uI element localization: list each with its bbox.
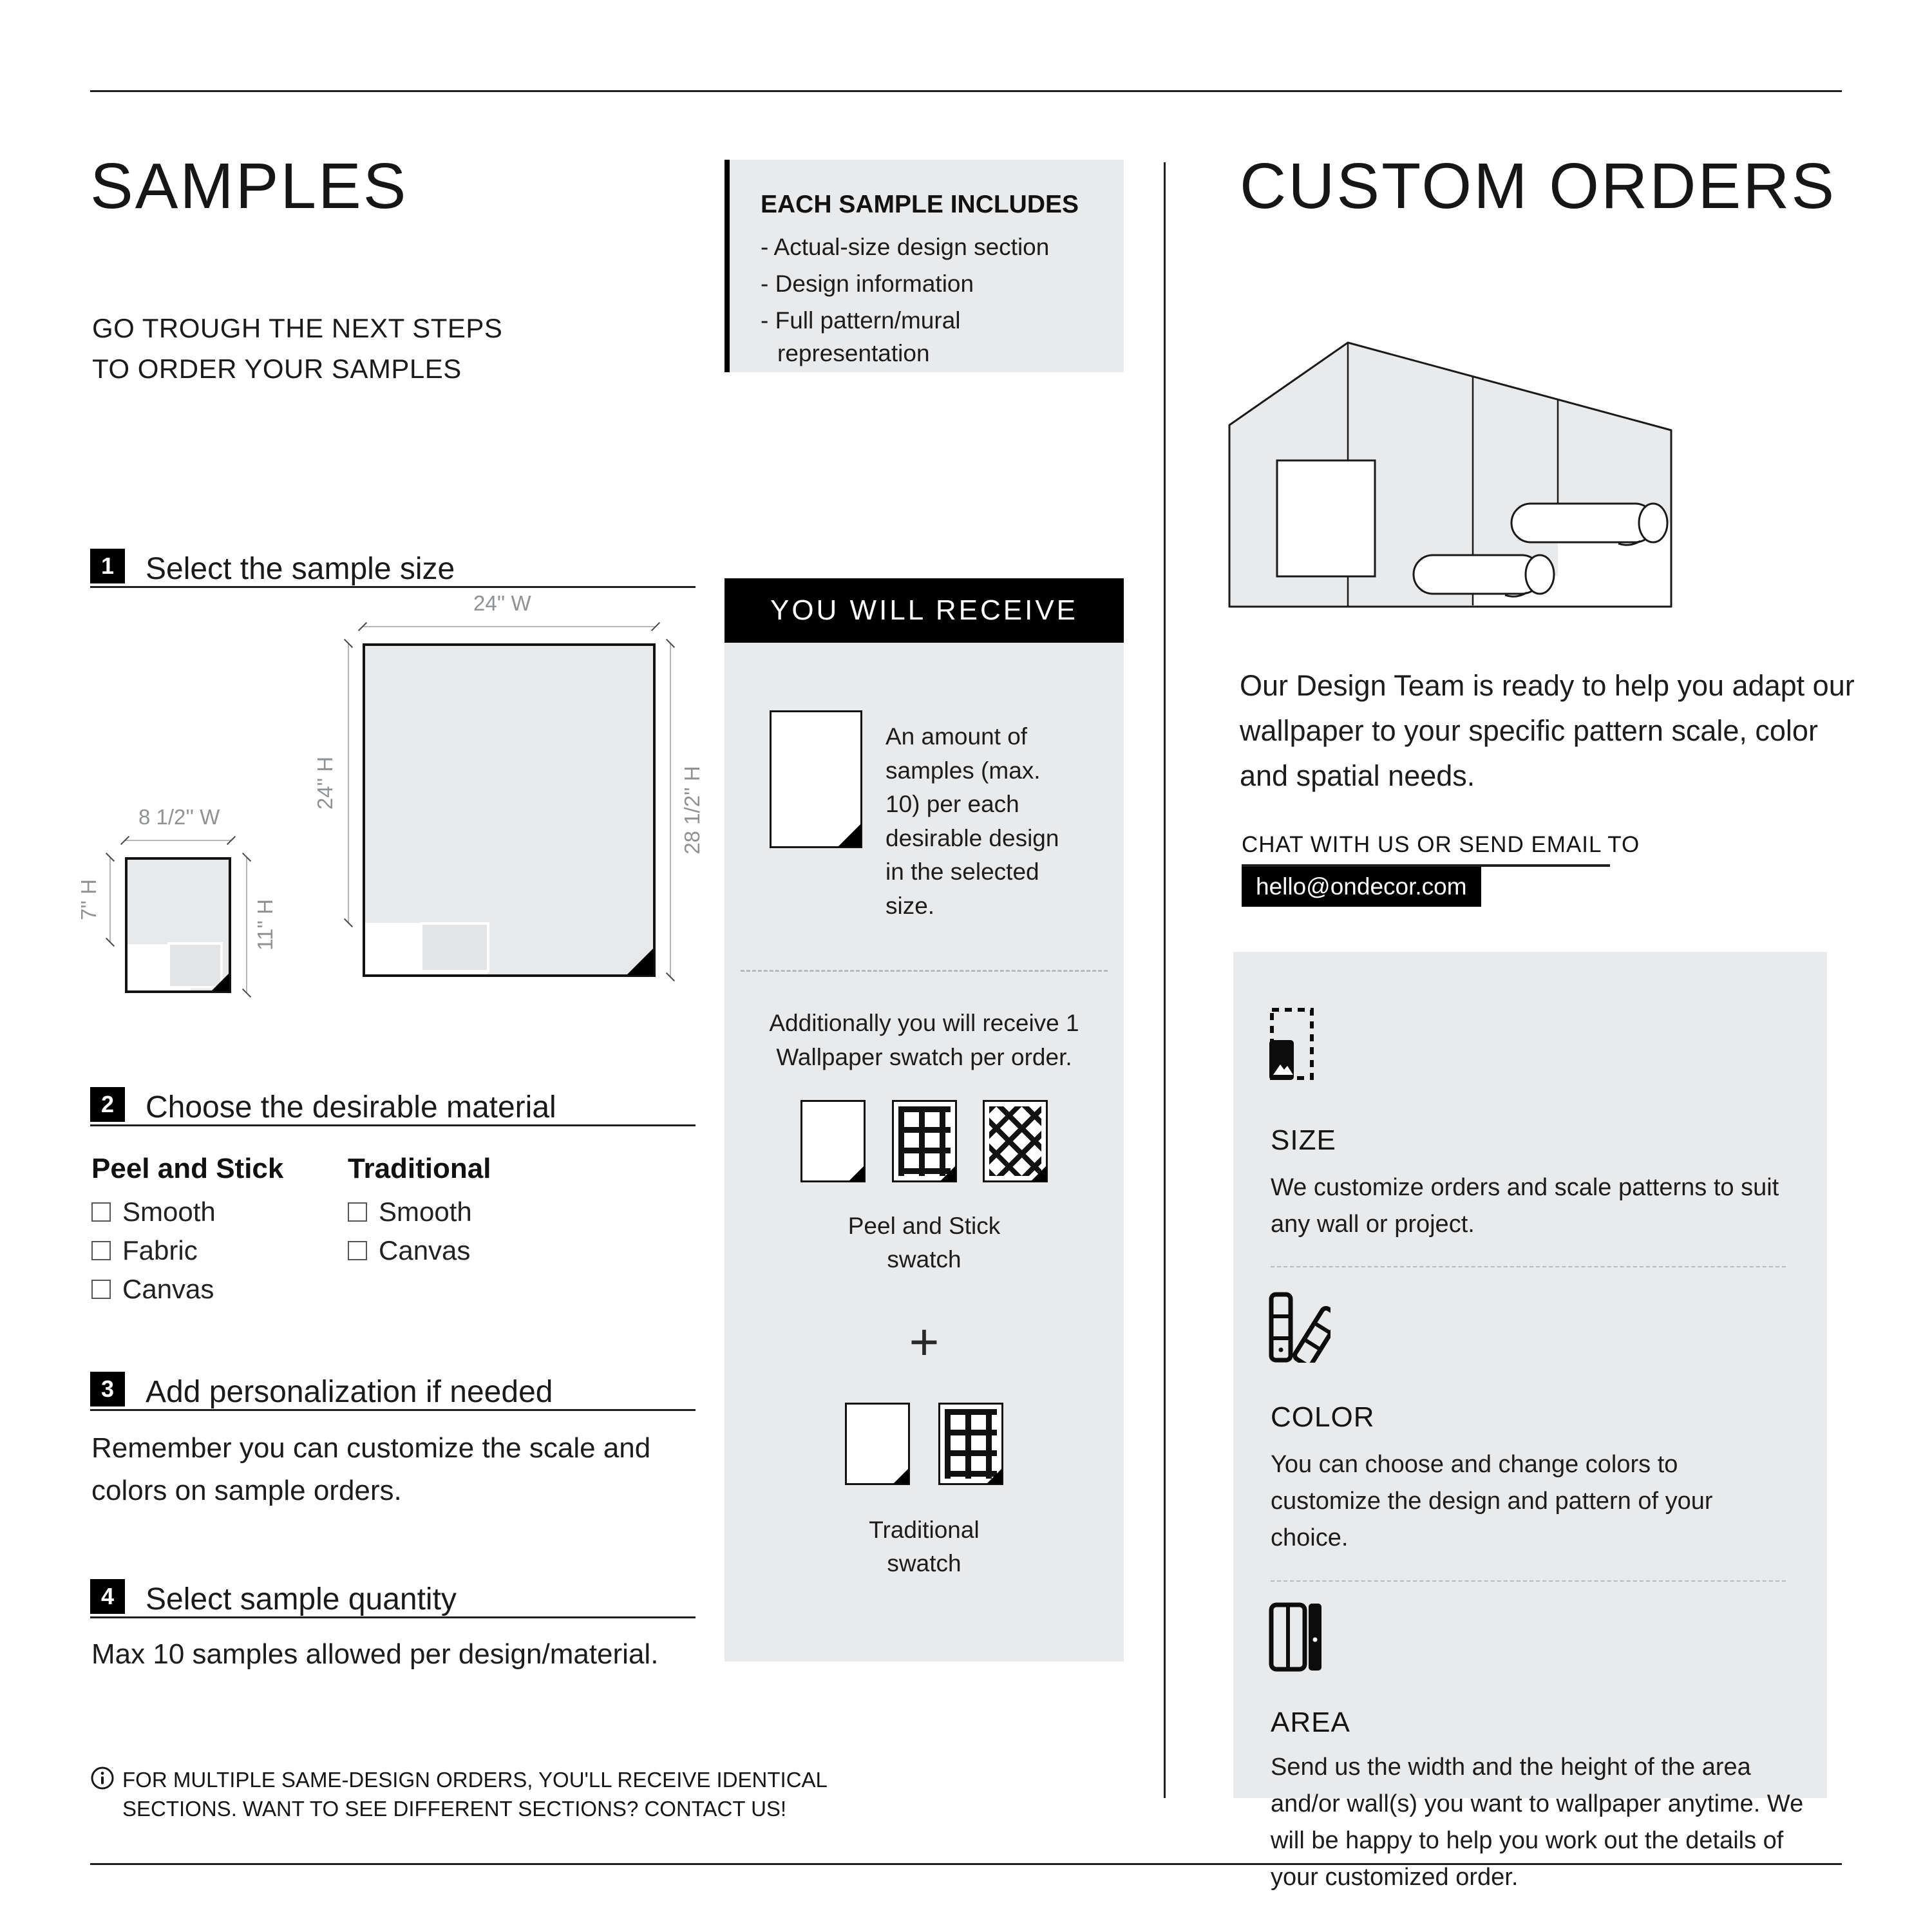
wallpaper-roll-lower	[1414, 555, 1554, 596]
samples-subtitle-line1: GO TROUGH THE NEXT STEPS	[92, 313, 503, 343]
large-sheet-inset-square	[420, 922, 489, 972]
peel-swatch-row	[724, 1100, 1124, 1186]
samples-amount-text: An amount of samples (max. 10) per each desirable design in the selected size.	[886, 723, 1059, 919]
large-sheet-width-label: 24'' W	[473, 591, 531, 615]
peel-smooth-label: Smooth	[122, 1197, 216, 1227]
small-sample-sheet	[125, 857, 231, 993]
small-sheet-7h-label: 7'' H	[77, 879, 100, 920]
large-sheet-28h-dimension	[670, 643, 671, 977]
color-section-body: You can choose and change colors to customize the design and pattern of your choice.	[1271, 1451, 1713, 1551]
large-sheet-fold-corner	[627, 948, 654, 975]
peel-canvas-checkbox[interactable]	[91, 1280, 111, 1299]
blank-swatch-icon	[800, 1100, 866, 1182]
size-section-title: SIZE	[1271, 1124, 1336, 1156]
traditional-swatch-row	[724, 1403, 1124, 1488]
each-sample-includes-box	[724, 160, 1124, 372]
top-rule	[90, 90, 1842, 92]
large-sample-sheet	[363, 643, 656, 977]
step1-title: Select the sample size	[146, 552, 455, 586]
peel-swatch-label-line2: swatch	[887, 1245, 961, 1273]
includes-item-2: - Design information	[761, 270, 974, 298]
material-traditional-header: Traditional	[348, 1153, 491, 1184]
custom-orders-panel	[1233, 952, 1827, 1891]
swatch-fold-corner	[987, 1468, 1002, 1484]
includes-item-1: - Actual-size design section	[761, 234, 1050, 260]
size-color-divider	[1271, 1266, 1786, 1267]
step2-underline	[90, 1124, 696, 1126]
area-wall-panels-icon	[1269, 1602, 1323, 1672]
footer-note	[122, 1766, 828, 1823]
lattice-swatch-icon	[983, 1100, 1048, 1182]
swatch-fold-corner	[1031, 1166, 1046, 1181]
peel-swatch-label-line1: Peel and Stick	[848, 1213, 1001, 1239]
color-area-divider	[1271, 1580, 1786, 1582]
peel-canvas-label: Canvas	[122, 1274, 214, 1304]
step3-underline	[90, 1409, 696, 1411]
custom-intro-paragraph: Our Design Team is ready to help you adapt our wallpaper to your specific pattern scale, color and spatial needs.	[1240, 669, 1855, 792]
samples-subtitle-line2: TO ORDER YOUR SAMPLES	[92, 354, 462, 384]
you-will-receive-panel	[724, 643, 1124, 1662]
step4-number: 4	[90, 1579, 125, 1614]
house-wallpaper-illustration	[1220, 321, 1684, 614]
peel-smooth-checkbox[interactable]	[91, 1202, 111, 1222]
small-sheet-11h-dimension	[246, 857, 247, 993]
size-section-body: We customize orders and scale patterns to suit any wall or project.	[1271, 1174, 1779, 1238]
receive-divider	[741, 970, 1108, 972]
peel-swatch-label	[724, 1209, 1124, 1276]
column-divider	[1164, 162, 1166, 1798]
traditional-swatch-label-line2: swatch	[887, 1549, 961, 1577]
footer-note-line1: FOR MULTIPLE SAME-DESIGN ORDERS, YOU'LL RECEIVE IDENTICAL	[122, 1768, 828, 1792]
plus-sign: +	[909, 1313, 940, 1370]
peel-fabric-label: Fabric	[122, 1235, 198, 1265]
chat-with-us-label: CHAT WITH US OR SEND EMAIL TO	[1242, 832, 1640, 857]
wallpaper-roll-upper	[1511, 504, 1667, 545]
samples-title: SAMPLES	[90, 150, 408, 222]
step3-title: Add personalization if needed	[146, 1375, 553, 1409]
traditional-smooth-label: Smooth	[379, 1197, 472, 1227]
step4-underline	[90, 1616, 696, 1618]
small-sheet-11h-label: 11'' H	[253, 899, 277, 951]
large-sheet-24h-label: 24'' H	[313, 756, 337, 810]
step3-body: Remember you can customize the scale and colors on sample orders.	[91, 1432, 651, 1506]
grid-swatch-icon	[892, 1100, 957, 1182]
traditional-option-smooth[interactable]	[348, 1197, 472, 1227]
swatch-fold-corner	[940, 1166, 956, 1181]
area-section-body: Send us the width and the height of the area and/or wall(s) you want to wallpaper anytime. We will be happy to help you work out the details of your customized order.	[1271, 1754, 1804, 1891]
step2-title: Choose the desirable material	[146, 1090, 556, 1124]
step1-underline	[90, 586, 696, 588]
large-sheet-28h-label: 28 1/2'' H	[680, 766, 704, 855]
small-sheet-width-dimension	[125, 840, 231, 841]
area-section-title: AREA	[1271, 1707, 1350, 1738]
material-peel-header: Peel and Stick	[91, 1153, 284, 1184]
peel-option-fabric[interactable]	[91, 1235, 198, 1266]
email-chip[interactable]: hello@ondecor.com	[1242, 867, 1481, 907]
peel-option-smooth[interactable]	[91, 1197, 216, 1227]
step1-number: 1	[90, 549, 125, 583]
info-icon	[90, 1766, 115, 1790]
large-sheet-width-dimension	[363, 626, 656, 627]
footer-note-line2: SECTIONS. WANT TO SEE DIFFERENT SECTIONS? CONTACT US!	[122, 1796, 787, 1821]
traditional-canvas-checkbox[interactable]	[348, 1241, 367, 1260]
sample-sheet-fold-corner	[838, 824, 861, 847]
you-will-receive-header	[724, 578, 1124, 643]
grid-swatch-icon	[938, 1403, 1003, 1485]
step4-title: Select sample quantity	[146, 1582, 457, 1616]
you-will-receive-label: YOU WILL RECEIVE	[770, 594, 1079, 626]
blank-swatch-icon	[845, 1403, 910, 1485]
traditional-canvas-label: Canvas	[379, 1235, 471, 1265]
step3-number: 3	[90, 1372, 125, 1406]
custom-orders-title: CUSTOM ORDERS	[1240, 150, 1837, 222]
sample-sheet-icon	[770, 710, 862, 848]
traditional-swatch-label	[724, 1513, 1124, 1580]
includes-title: EACH SAMPLE INCLUDES	[761, 191, 1079, 218]
small-sheet-fold-corner	[211, 973, 229, 991]
step4-body: Max 10 samples allowed per design/material.	[91, 1638, 659, 1670]
small-sheet-7h-dimension	[109, 857, 111, 942]
traditional-swatch-label-line1: Traditional	[869, 1517, 980, 1543]
color-section-title: COLOR	[1271, 1401, 1375, 1433]
traditional-option-canvas[interactable]	[348, 1235, 470, 1266]
size-crop-image-icon	[1269, 1007, 1315, 1081]
additional-swatch-text: Additionally you will receive 1 Wallpaper swatch per order.	[769, 1010, 1079, 1070]
swatch-fold-corner	[849, 1166, 864, 1181]
includes-item-3: - Full pattern/mural representation	[761, 307, 961, 367]
small-sheet-width-label: 8 1/2'' W	[138, 805, 220, 829]
samples-subtitle	[92, 308, 502, 389]
step2-number: 2	[90, 1087, 125, 1122]
color-swatches-icon	[1269, 1292, 1331, 1363]
peel-option-canvas[interactable]	[91, 1274, 214, 1305]
large-sheet-24h-dimension	[348, 643, 349, 923]
traditional-smooth-checkbox[interactable]	[348, 1202, 367, 1222]
peel-fabric-checkbox[interactable]	[91, 1241, 111, 1260]
swatch-fold-corner	[893, 1468, 909, 1484]
